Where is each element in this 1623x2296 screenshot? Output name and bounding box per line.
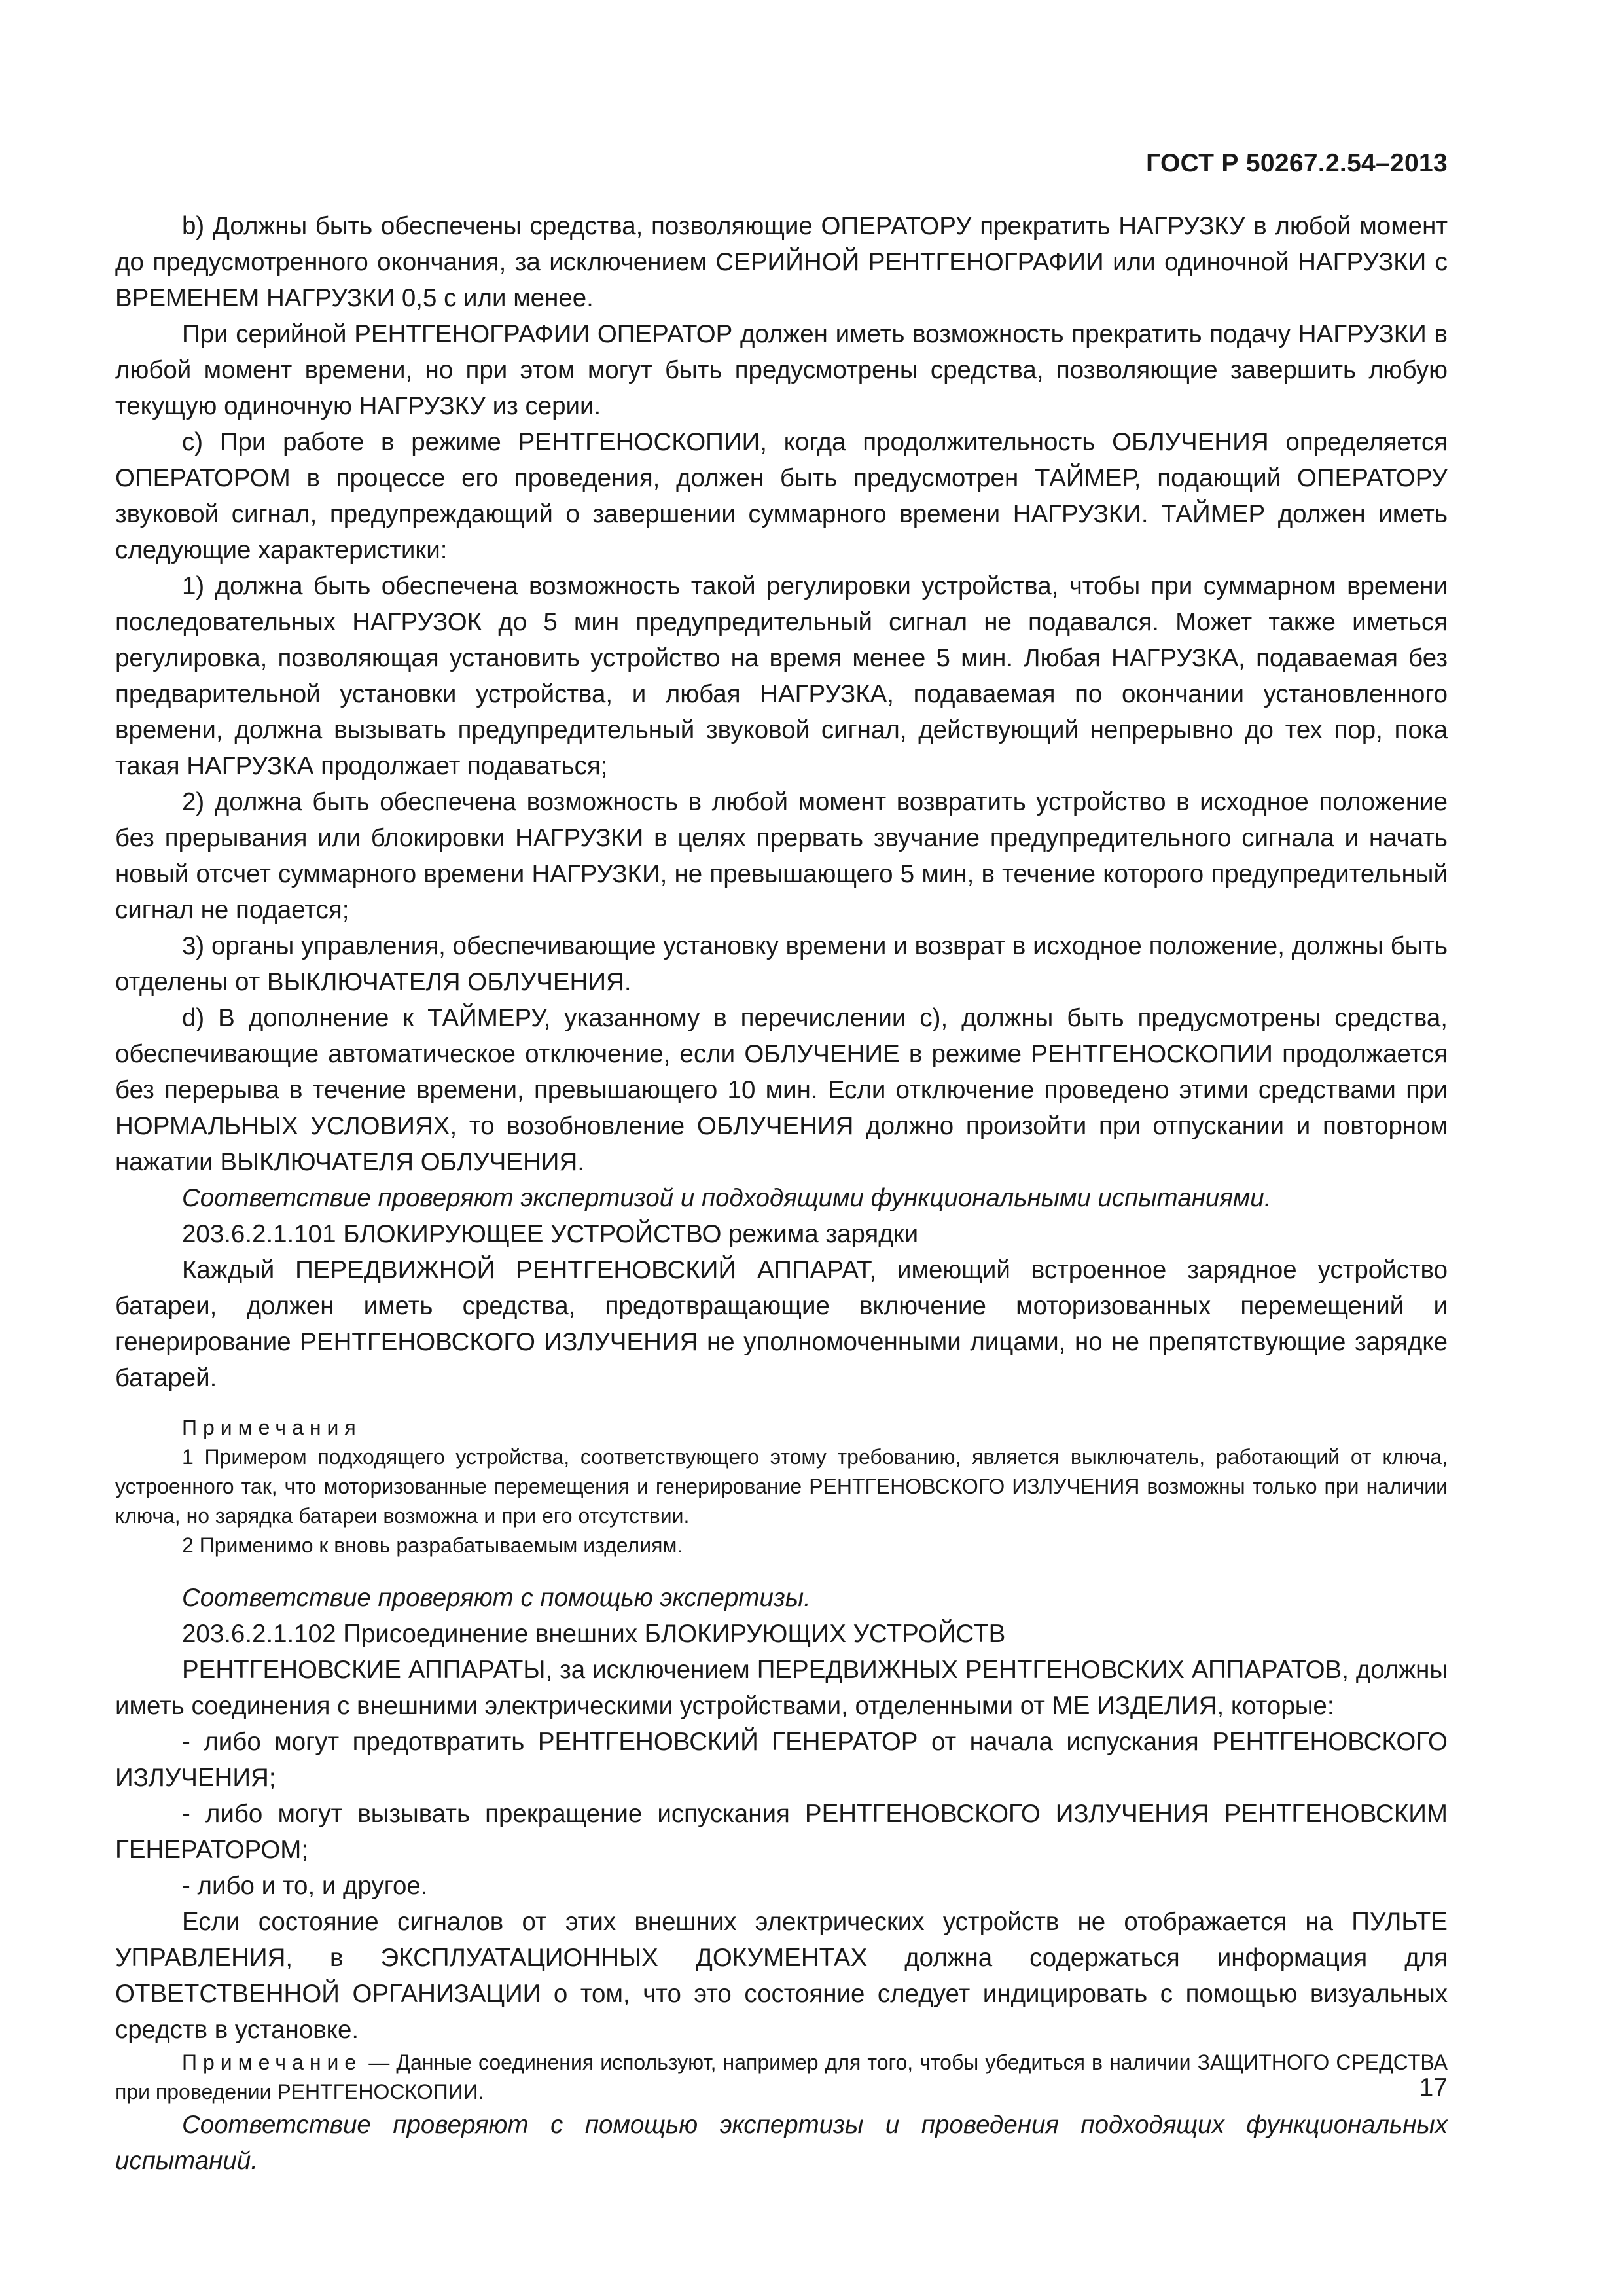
paragraph: Если состояние сигналов от этих внешних электрических устройств не отображается на ПУЛЬТЕ УПРАВЛЕНИЯ, в ЭКСПЛУАТАЦИОННЫХ ДОКУМЕНТАХ должна содержаться информация для ОТВЕТСТВЕННОЙ ОРГАНИЗАЦИИ о том, что это состояние следует индицировать с помощью визуальных средств в установке. (115, 1908, 1448, 2044)
list-item: - либо могут вызывать прекращение испускания РЕНТГЕНОВСКОГО ИЗЛУЧЕНИЯ РЕНТГЕНОВСКИМ ГЕНЕРАТОРОМ; (115, 1800, 1448, 1864)
standard-header: ГОСТ Р 50267.2.54–2013 (1146, 149, 1448, 177)
clause-heading: 203.6.2.1.101 БЛОКИРУЮЩЕЕ УСТРОЙСТВО режима зарядки (182, 1220, 919, 1248)
list-item: - либо могут предотвратить РЕНТГЕНОВСКИЙ ГЕНЕРАТОР от начала испускания РЕНТГЕНОВСКОГО ИЗЛУЧЕНИЯ; (115, 1728, 1448, 1792)
compliance-statement: Соответствие проверяют с помощью экспертизы. (182, 1584, 811, 1612)
notes-block (115, 1413, 1448, 1560)
note-item: 1 Примером подходящего устройства, соответствующего этому требованию, является выключатель, работающий от ключа, устроенного так, что моторизованные перемещения и генерирование РЕНТГЕНОВСКОГО ИЗЛУЧЕНИЯ возможны только при наличии ключа, но зарядка батареи возможна и при его отсутствии. (115, 1445, 1448, 1528)
paragraph: 1) должна быть обеспечена возможность такой регулировки устройства, чтобы при суммарном времени последовательных НАГРУЗОК до 5 мин предупредительный сигнал не подавался. Может также иметься регулировка, позволяющая установить устройство на время менее 5 мин. Любая НАГРУЗКА, подаваемая без предварительной установки устройства, и любая НАГРУЗКА, подаваемая по окончании установленного времени, должна вызывать предупредительный звуковой сигнал, действующий непрерывно до тех пор, пока такая НАГРУЗКА продолжает подаваться; (115, 572, 1448, 780)
paragraph: 3) органы управления, обеспечивающие установку времени и возврат в исходное положение, должны быть отделены от ВЫКЛЮЧАТЕЛЯ ОБЛУЧЕНИЯ. (115, 932, 1448, 996)
paragraph: Каждый ПЕРЕДВИЖНОЙ РЕНТГЕНОВСКИЙ АППАРАТ, имеющий встроенное зарядное устройство батареи, должен иметь средства, предотвращающие включение моторизованных перемещений и генерирование РЕНТГЕНОВСКОГО ИЗЛУЧЕНИЯ не уполномоченными лицами, но не препятствующие зарядке батарей. (115, 1256, 1448, 1392)
paragraph: b) Должны быть обеспечены средства, позволяющие ОПЕРАТОРУ прекратить НАГРУЗКУ в любой момент до предусмотренного окончания, за исключением СЕРИЙНОЙ РЕНТГЕНОГРАФИИ или одиночной НАГРУЗКИ с ВРЕМЕНЕМ НАГРУЗКИ 0,5 с или менее. (115, 212, 1448, 312)
page-number: 17 (1419, 2073, 1448, 2102)
document-body (115, 208, 1448, 2179)
paragraph: d) В дополнение к ТАЙМЕРУ, указанному в перечислении c), должны быть предусмотрены средства, обеспечивающие автоматическое отключение, если ОБЛУЧЕНИЕ в режиме РЕНТГЕНОСКОПИИ продолжается без перерыва в течение времени, превышающего 10 мин. Если отключение проведено этими средствами при НОРМАЛЬНЫХ УСЛОВИЯХ, то возобновление ОБЛУЧЕНИЯ должно произойти при отпускании и повторном нажатии ВЫКЛЮЧАТЕЛЯ ОБЛУЧЕНИЯ. (115, 1004, 1448, 1176)
compliance-statement: Соответствие проверяют с помощью экспертизы и проведения подходящих функциональных испытаний. (115, 2111, 1448, 2175)
note-item: 2 Применимо к вновь разрабатываемым изделиям. (182, 1534, 683, 1557)
paragraph: РЕНТГЕНОВСКИЕ АППАРАТЫ, за исключением ПЕРЕДВИЖНЫХ РЕНТГЕНОВСКИХ АППАРАТОВ, должны иметь соединения с внешними электрическими устройствами, отделенными от МЕ ИЗДЕЛИЯ, которые: (115, 1656, 1448, 1720)
compliance-statement: Соответствие проверяют экспертизой и подходящими функциональными испытаниями. (182, 1184, 1272, 1212)
paragraph: c) При работе в режиме РЕНТГЕНОСКОПИИ, когда продолжительность ОБЛУЧЕНИЯ определяется ОПЕРАТОРОМ в процессе его проведения, должен быть предусмотрен ТАЙМЕР, подающий ОПЕРАТОРУ звуковой сигнал, предупреждающий о завершении суммарного времени НАГРУЗКИ. ТАЙМЕР должен иметь следующие характеристики: (115, 428, 1448, 564)
paragraph: 2) должна быть обеспечена возможность в любой момент возвратить устройство в исходное положение без прерывания или блокировки НАГРУЗКИ в целях прервать звучание предупредительного сигнала и начать новый отсчет суммарного времени НАГРУЗКИ, не превышающего 5 мин, в течение которого предупредительный сигнал не подается; (115, 788, 1448, 924)
note-label: Примечание (182, 2051, 363, 2074)
note-text: — Данные соединения используют, например для того, чтобы убедиться в наличии ЗАЩИТНОГО СРЕДСТВА при проведении РЕНТГЕНОСКОПИИ. (115, 2051, 1448, 2104)
list-item: - либо и то, и другое. (182, 1872, 428, 1900)
paragraph: При серийной РЕНТГЕНОГРАФИИ ОПЕРАТОР должен иметь возможность прекратить подачу НАГРУЗКИ в любой момент времени, но при этом могут быть предусмотрены средства, позволяющие завершить любую текущую одиночную НАГРУЗКУ из серии. (115, 320, 1448, 420)
note-block (115, 2048, 1448, 2107)
clause-heading: 203.6.2.1.102 Присоединение внешних БЛОКИРУЮЩИХ УСТРОЙСТВ (182, 1620, 1006, 1648)
notes-title: Примечания (182, 1416, 362, 1439)
